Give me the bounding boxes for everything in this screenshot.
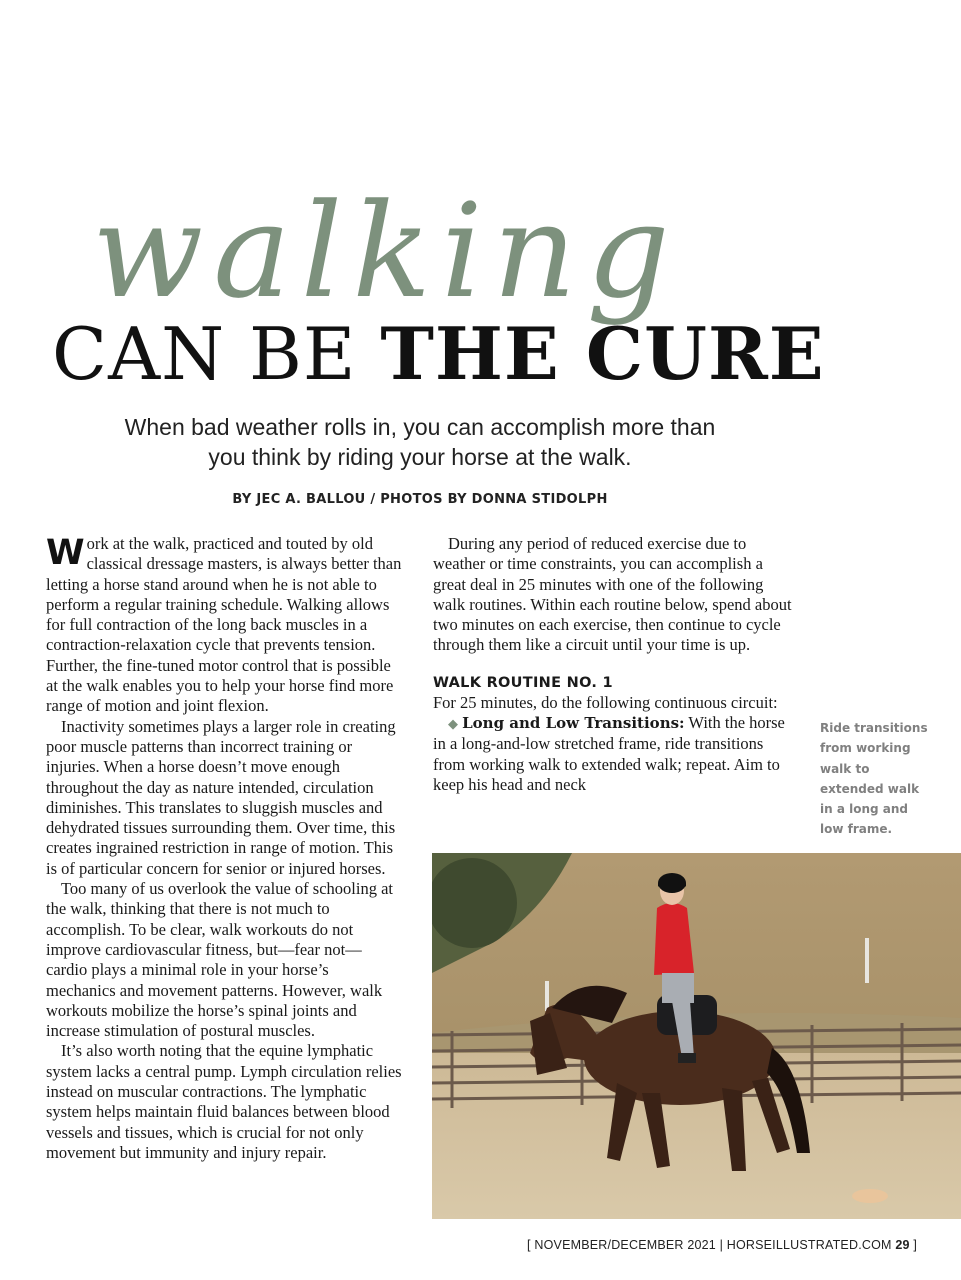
exercise-lead: Long and Low Transitions: (462, 714, 685, 733)
article-column-2 (433, 534, 793, 795)
footer-site: HORSEILLUSTRATED.COM (726, 1238, 892, 1252)
walk-routine-subhead: WALK ROUTINE NO. 1 (433, 674, 613, 691)
footer-issue: NOVEMBER/DECEMBER 2021 (534, 1238, 716, 1252)
paragraph-2: Inactivity sometimes plays a larger role in creating poor muscle patterns than incorrect training or injuries. When a horse doesn’t move enough throughout the day as nature intended, circulation diminishes. This translates to sluggish muscles and dehydrated tissues surrounding them. Over time, this creates ingrained restriction in range of motion. This is of particular concern for senior or injured horses. (46, 716, 396, 878)
dropcap: W (46, 533, 85, 573)
headline-bold: THE CURE (380, 311, 825, 396)
page-footer: [ NOVEMBER/DECEMBER 2021 | HORSEILLUSTRATED.COM 29 ] (527, 1238, 917, 1252)
horse-rider-photo (432, 853, 961, 1219)
title-script-text: walking (92, 178, 680, 327)
photo-caption: Ride transitions from working walk to extended walk in a long and low frame. (820, 721, 928, 837)
headline (52, 311, 825, 396)
byline: BY JEC A. BALLOU / PHOTOS BY DONNA STIDOLPH (232, 492, 608, 507)
headline-light: CAN BE (52, 312, 381, 396)
paragraph-3: Too many of us overlook the value of schooling at the walk, thinking that there is not much to accomplish. To be clear, walk workouts do not improve cardiovascular fitness, but—fear not—cardio plays a minimal role in your horse’s mechanics and movement patterns. However, walk workouts mobilize the horse’s spinal joints and increase stimulation of postural muscles. (46, 879, 393, 1041)
paragraph-6: For 25 minutes, do the following continuous circuit: (433, 692, 778, 712)
article-column-1 (46, 534, 402, 1163)
paragraph-5: During any period of reduced exercise due to weather or time constraints, you can accomplish a great deal in 25 minutes with one of the following walk routines. Within each routine below, spend about two minutes on each exercise, then continue to cycle through them like a circuit until your time is up. (433, 534, 792, 655)
diamond-bullet-icon: ◆ (448, 716, 458, 732)
paragraph-4: It’s also worth noting that the equine lymphatic system lacks a central pump. Lymph circulation relies instead on muscular contractions. The lymphatic system helps maintain fluid balances between blood vessels and tissues, which is crucial for not only movement but immunity and injury repair. (46, 1041, 402, 1162)
dek: When bad weather rolls in, you can accomplish more than you think by riding your horse at the walk. (124, 414, 716, 470)
paragraph-1: Work at the walk, practiced and touted by old classical dressage masters, is always better than letting a horse stand around when he is not able to perform a regular training schedule. Walking allows for full contraction of the long back muscles in a contraction-relaxation cycle that prevents tension. Further, the fine-tuned motor control that is possible at the walk enables you to help your horse find more range of motion and joint flexion. (46, 533, 402, 716)
page-number: 29 (895, 1238, 910, 1252)
paragraph-7: ◆ Long and Low Transitions: With the horse in a long-and-low stretched frame, ride transitions from working walk to extended walk; repeat. Aim to keep his head and neck (433, 713, 785, 794)
